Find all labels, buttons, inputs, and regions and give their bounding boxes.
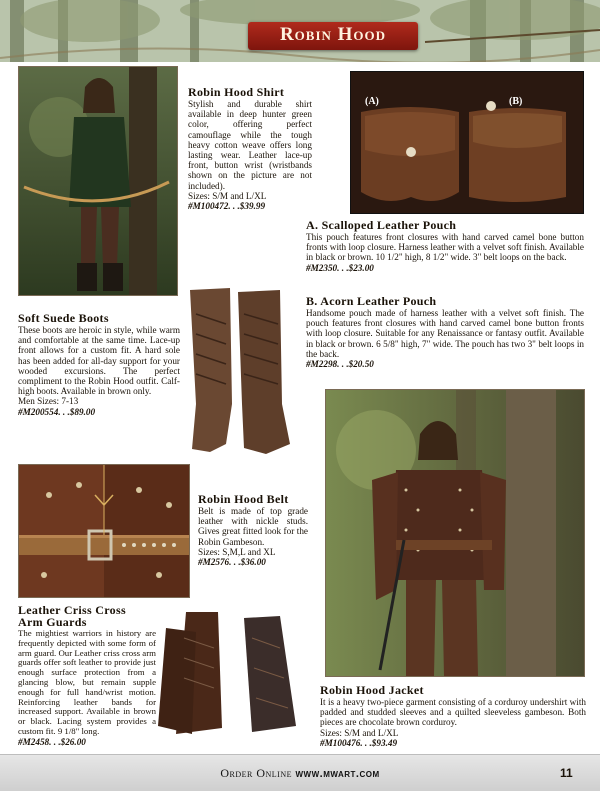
arm-guards-description: The mightiest warriors in history are frequently depicted with some form of arm guard. Our Leather criss cross arm guards offer soft leather to provide just enough surface protection from a glancing blow, but remain supple enough for full hand/wrist motion. Reinforcing leather bands for increased support. Available in brown or black. Lacing system provides a custom fit. 9 1/8" long. bbox=[18, 628, 156, 736]
shirt-product bbox=[188, 86, 312, 211]
pouch-a-price: #M2350. . .$23.00 bbox=[306, 262, 374, 273]
belt-photo bbox=[18, 464, 190, 598]
photo-label-b: (B) bbox=[509, 96, 523, 107]
boots-title: Soft Suede Boots bbox=[18, 311, 109, 325]
jacket-photo bbox=[325, 389, 585, 677]
belt-description: Belt is made of top grade leather with nickle studs. Gives great fitted look for the Robin Gambeson. bbox=[198, 506, 308, 547]
jacket-price: #M100476. . .$93.49 bbox=[320, 737, 398, 748]
order-online bbox=[0, 766, 600, 781]
boots-sizes: Men Sizes: 7-13 bbox=[18, 396, 79, 407]
shirt-price: #M100472. . .$39.99 bbox=[188, 201, 266, 212]
boots-product bbox=[18, 312, 180, 417]
boots-description: These boots are heroic in style, while warm and comfortable at the same time. Lace-up front allows for a custom fit. A hard sole has been added for all-day support for your wooded excursions. The perfect compliment to the Robin Hood outfit. Calf-high boots. Available in brown only. bbox=[18, 325, 180, 397]
page-footer bbox=[0, 754, 600, 791]
website-link[interactable]: www.mwart.com bbox=[295, 768, 380, 780]
boots-price: #M200554. . .$89.00 bbox=[18, 406, 96, 417]
pouch-b-title: B. Acorn Leather Pouch bbox=[306, 294, 437, 308]
arm-guards-title-line1: Leather Criss Cross bbox=[18, 603, 126, 617]
arm-guards-title-line2: Arm Guards bbox=[18, 615, 87, 629]
pouch-b-description: Handsome pouch made of harness leather with a velvet soft finish. The pouch features front closures with hand carved camel bone button fronts with loop closure. Suitable for any Renaissance or fantasy outfit. Available in black or brown. 6 5/8" high, 7" wide. The pouch has two 3" belt loops in the back. bbox=[306, 308, 584, 359]
belt-product bbox=[198, 493, 308, 567]
page-title: Robin Hood bbox=[279, 24, 387, 45]
jacket-description: It is a heavy two-piece garment consisting of a corduroy undershirt with padded and studded sleeves and a quilted sleeveless gambeson. Both pieces are chocolate brown corduroy. bbox=[320, 697, 586, 728]
jacket-product bbox=[320, 684, 586, 748]
pouches-photo bbox=[350, 71, 584, 214]
shirt-title: Robin Hood Shirt bbox=[188, 85, 285, 99]
pouch-a-title: A. Scalloped Leather Pouch bbox=[306, 218, 457, 232]
shirt-description: Stylish and durable shirt available in deep hunter green color, offering perfect camouflage while the tough heavy cotton weave offers long lasting wear. Leather lace-up front, button wrist (wristbands shown on the picture are not included). bbox=[188, 99, 312, 191]
jacket-sizes: Sizes: S/M and L/XL bbox=[320, 727, 399, 738]
belt-sizes: Sizes: S,M,L and XL bbox=[198, 546, 276, 557]
arm-guards-price: #M2458. . .$26.00 bbox=[18, 736, 86, 747]
belt-title: Robin Hood Belt bbox=[198, 492, 289, 506]
arm-guards-photo bbox=[156, 608, 306, 738]
photo-label-a: (A) bbox=[365, 96, 379, 107]
boots-photo bbox=[182, 284, 296, 458]
belt-price: #M2576. . .$36.00 bbox=[198, 557, 266, 568]
shirt-photo bbox=[18, 66, 178, 296]
order-online-label: Order Online bbox=[220, 766, 292, 780]
pouch-a-product bbox=[306, 219, 584, 273]
pouch-a-description: This pouch features front closures with hand carved camel bone button fronts with loop closure. Harness leather with a velvet soft finish. Available in black or brown. 10 1/2" high, 8 1/2" wide. 3" belt loops on the back. bbox=[306, 232, 584, 263]
page-number: 11 bbox=[560, 766, 573, 780]
arm-guards-product bbox=[18, 604, 156, 747]
pouch-b-price: #M2298. . .$20.50 bbox=[306, 359, 374, 370]
pouch-b-product bbox=[306, 295, 584, 369]
shirt-sizes: Sizes: S/M and L/XL bbox=[188, 190, 267, 201]
page-header bbox=[0, 0, 600, 62]
jacket-title: Robin Hood Jacket bbox=[320, 683, 424, 697]
